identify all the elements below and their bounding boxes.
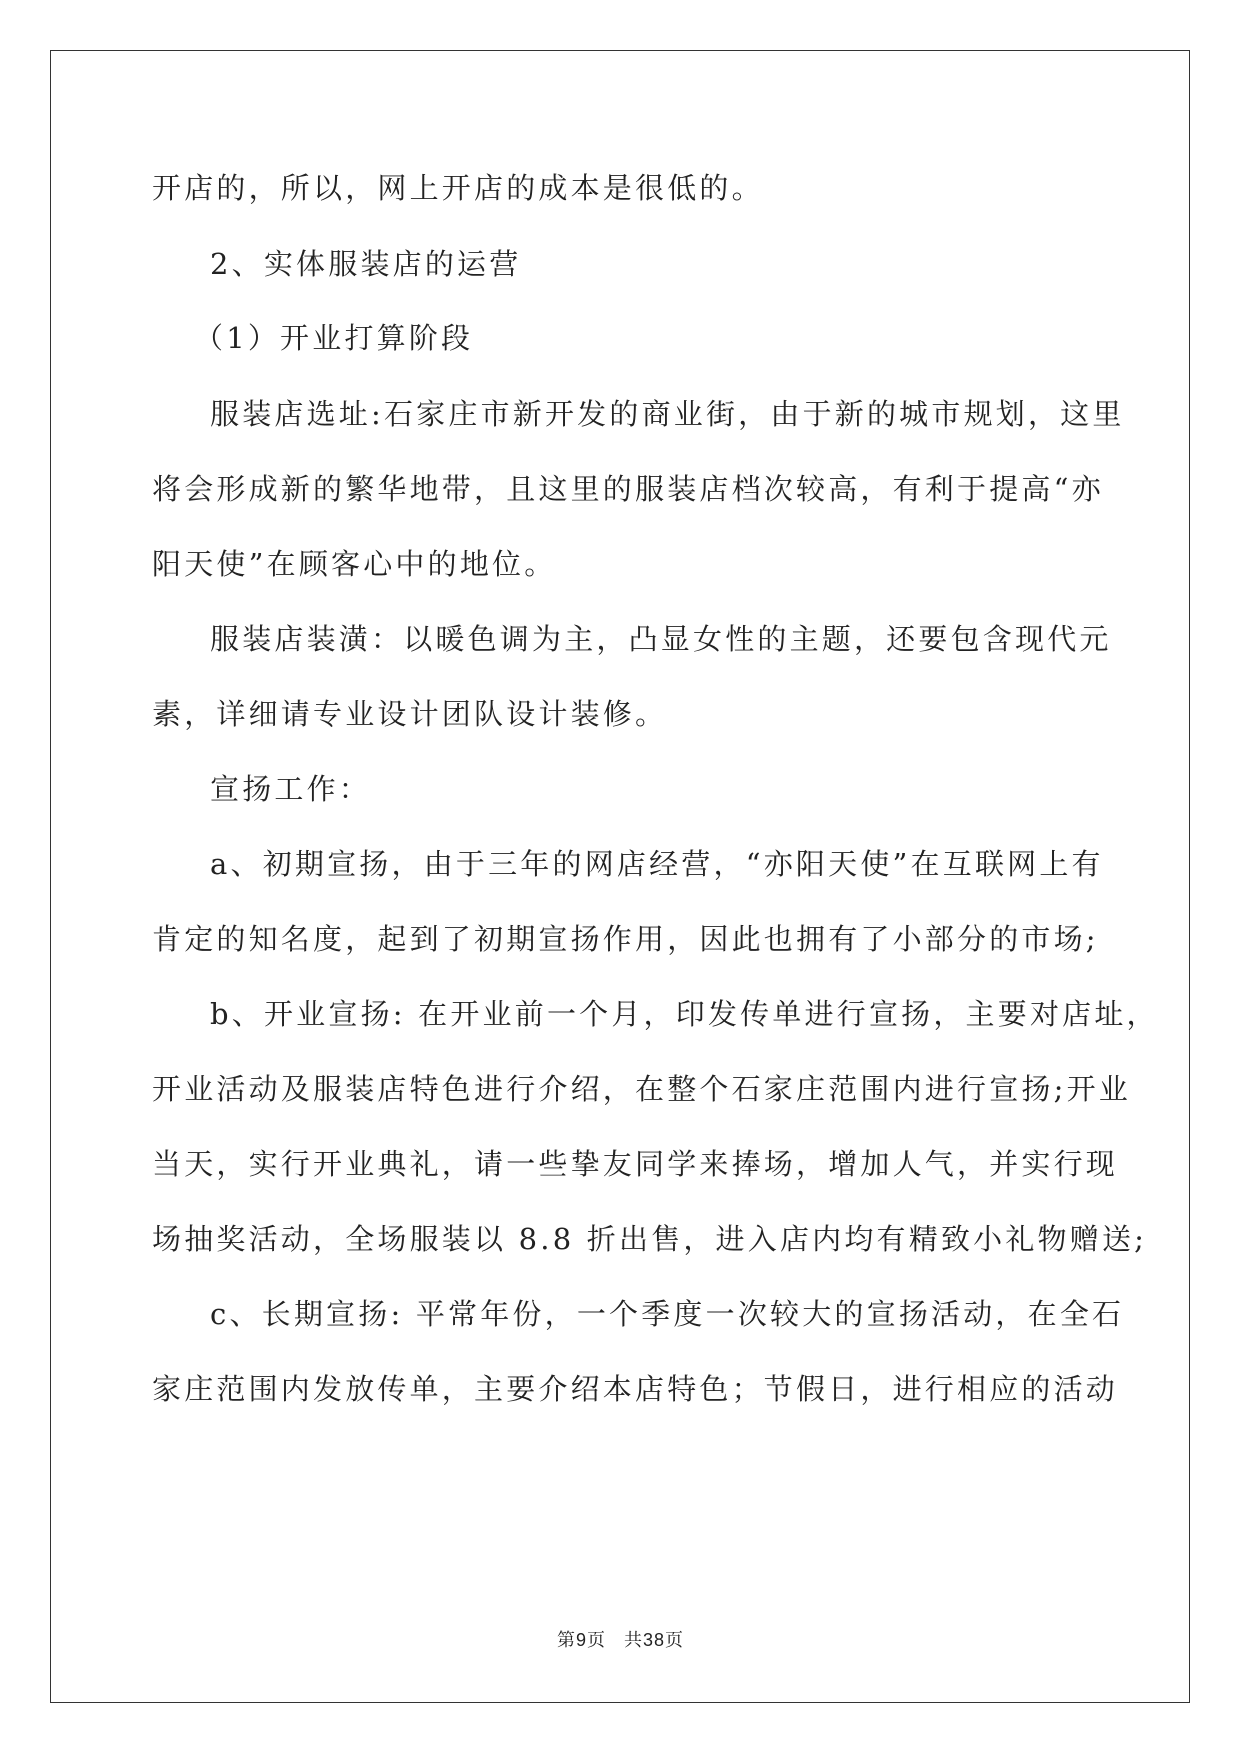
text-line: 服装店选址:石家庄市新开发的商业街，由于新的城市规划，这里 <box>210 397 1125 431</box>
text-line: 当天，实行开业典礼，请一些挚友同学来捧场，增加人气，并实行现 <box>152 1147 1119 1181</box>
text-line: 素，详细请专业设计团队设计装修。 <box>152 697 668 731</box>
text-line: 肯定的知名度，起到了初期宣扬作用，因此也拥有了小部分的市场; <box>152 922 1099 956</box>
text-line: 宣扬工作： <box>210 772 372 806</box>
text-line: b、开业宣扬: 在开业前一个月，印发传单进行宣扬，主要对店址， <box>210 997 1159 1031</box>
total-prefix: 共 <box>623 1630 643 1651</box>
subsection-heading: （1）开业打算阶段 <box>194 321 474 355</box>
text-line: 阳天使”在顾客心中的地位。 <box>152 547 557 581</box>
total-pages: 38 <box>642 1630 666 1650</box>
section-heading: 2、实体服装店的运营 <box>210 247 522 281</box>
page-prefix: 第 <box>556 1630 576 1651</box>
page-suffix: 页 <box>586 1630 606 1651</box>
text-line: a、初期宣扬，由于三年的网店经营，“亦阳天使”在互联网上有 <box>210 847 1104 881</box>
total-suffix: 页 <box>665 1630 685 1651</box>
text-line: 将会形成新的繁华地带，且这里的服装店档次较高，有利于提高“亦 <box>152 472 1104 506</box>
page-footer <box>0 1626 1241 1652</box>
text-line: 家庄范围内发放传单，主要介绍本店特色；节假日，进行相应的活动 <box>152 1372 1119 1406</box>
text-line: 开业活动及服装店特色进行介绍，在整个石家庄范围内进行宣扬;开业 <box>152 1072 1131 1106</box>
text-line: 服装店装潢：以暖色调为主，凸显女性的主题，还要包含现代元 <box>210 622 1112 656</box>
text-line: 开店的，所以，网上开店的成本是很低的。 <box>152 171 764 205</box>
text-line: c、长期宣扬: 平常年份，一个季度一次较大的宣扬活动，在全石 <box>210 1297 1125 1331</box>
text-line: 场抽奖活动，全场服装以 8.8 折出售，进入店内均有精致小礼物赠送; <box>152 1222 1148 1256</box>
page-number: 9 <box>575 1630 587 1650</box>
